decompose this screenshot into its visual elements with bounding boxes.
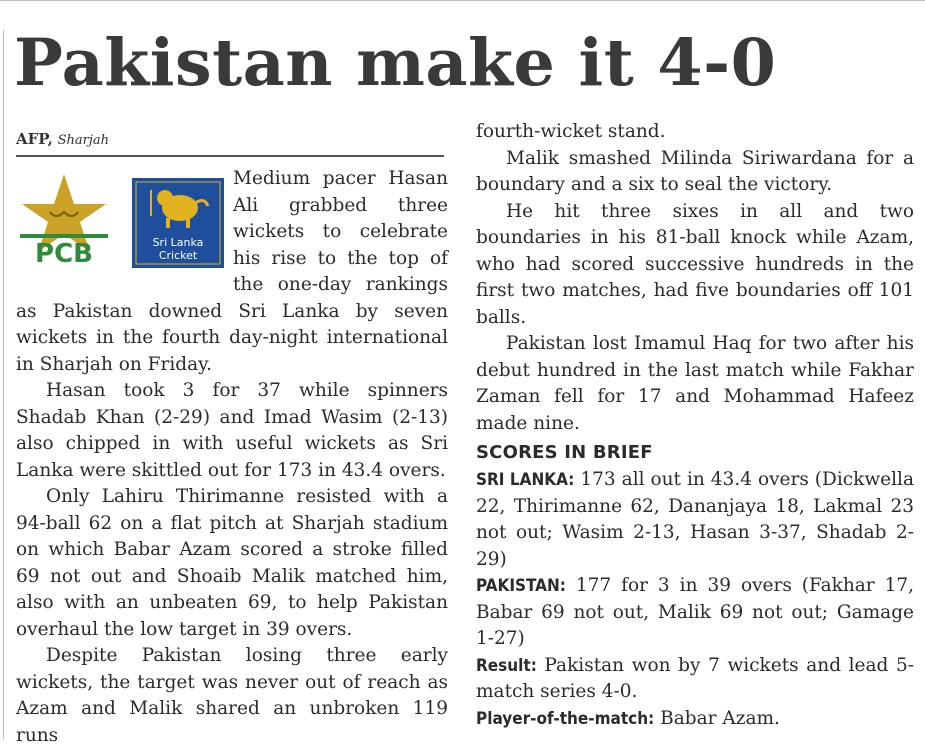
byline (16, 129, 109, 151)
article-column-right (476, 119, 914, 732)
score-label: SRI LANKA: (476, 470, 575, 490)
paragraph: Despite Pakistan losing three early wickets, the target was never out of reach as Azam and Malik shared an unbroken 119 runs (16, 645, 448, 746)
paragraph: Hasan took 3 for 37 while spinners Shadab Khan (2-29) and Imad Wasim (2-13) also chipped in with useful wickets as Sri Lanka were skittled out for 173 in 43.4 overs. (16, 380, 448, 481)
result-label: Result: (476, 655, 537, 676)
potm-text: Babar Azam. (654, 707, 780, 729)
slc-logo-line2: Cricket (158, 249, 198, 262)
paragraph: Only Lahiru Thirimanne resisted with a 94-ball 62 on a flat pitch at Sharjah stadium on which Babar Azam scored a stroke filled 69 not out and Shoaib Malik matched him, also with an unbeaten 69, to help Pakistan overhaul the low target in 39 overs. (16, 486, 448, 640)
article-column-left (16, 166, 448, 749)
top-rule (0, 0, 925, 1)
logos (16, 172, 221, 276)
score-text: 177 for 3 in 39 overs (Fakhar 17, Babar 69 not out, Malik 69 not out; Gamage 1-27) (476, 575, 914, 649)
potm-label: Player-of-the-match: (476, 708, 655, 729)
score-sri-lanka (476, 467, 914, 573)
paragraph: Malik smashed Milinda Siriwardana for a boundary and a six to seal the victory. (476, 147, 914, 195)
player-of-the-match (476, 706, 914, 733)
headline: Pakistan make it 4-0 (14, 25, 777, 101)
byline-agency: AFP, (16, 130, 53, 148)
scores-heading: SCORES IN BRIEF (476, 442, 653, 463)
paragraph: He hit three sixes in all and two boundaries in his 81-ball knock while Azam, who had scored successive hundreds in the first two matches, had five boundaries off 101 balls. (476, 200, 914, 328)
pcb-logo (16, 172, 112, 268)
slc-logo-line1: Sri Lanka (152, 236, 204, 249)
sri-lanka-cricket-logo (132, 178, 224, 268)
scores-brief (476, 467, 914, 732)
byline-place: Sharjah (57, 133, 110, 148)
paragraph-continued: fourth-wicket stand. (476, 121, 666, 142)
match-result (476, 653, 914, 706)
score-label: PAKISTAN: (476, 576, 566, 596)
result-text: Pakistan won by 7 wickets and lead 5-match series 4-0. (476, 654, 914, 702)
score-pakistan (476, 573, 914, 653)
byline-divider (16, 155, 444, 157)
pcb-logo-text: PCB (35, 239, 93, 268)
column-rule (3, 30, 4, 740)
paragraph-lead: Medium pacer Hasan Ali grabbed three wickets to celebrate his rise to the top of the one-day rankings as Pakistan downed Sri Lanka by seven wickets in the fourth day-night international in Sharjah on Friday. (16, 168, 448, 375)
score-text: 173 all out in 43.4 overs (Dickwella 22, Thirimanne 62, Dananjaya 18, Lakmal 23 not out; Wasim 2-13, Hasan 3-37, Shadab 2-29) (476, 469, 914, 570)
paragraph: Pakistan lost Imamul Haq for two after his debut hundred in the last match while Fakhar Zaman fell for 17 and Mohammad Hafeez made nine. (476, 333, 914, 434)
